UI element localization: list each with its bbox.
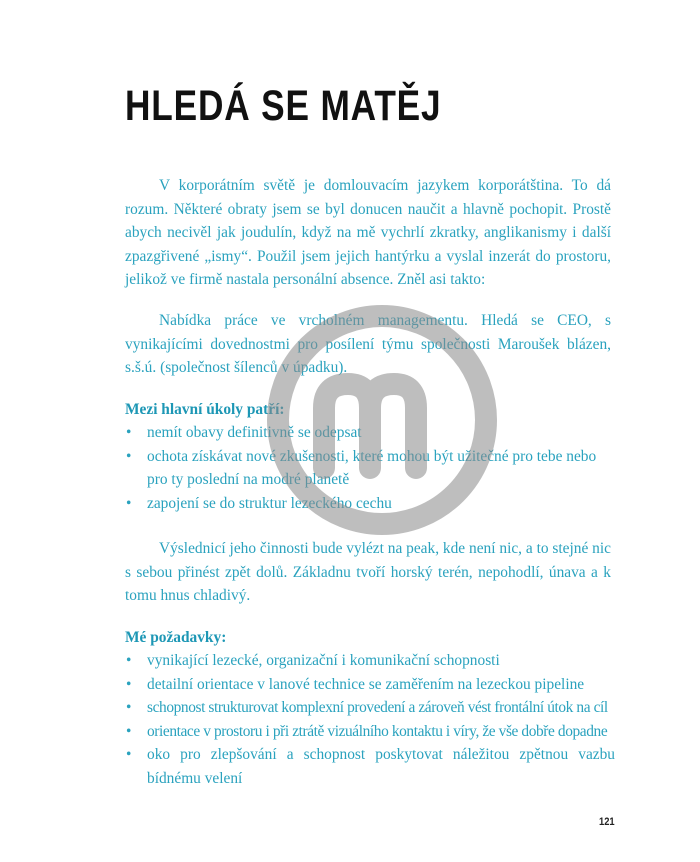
duties-list bbox=[125, 421, 615, 515]
page-number: 121 bbox=[599, 816, 615, 828]
bullet-icon: • bbox=[126, 675, 132, 693]
bullet-icon: • bbox=[126, 424, 132, 441]
bullet-icon: • bbox=[126, 494, 132, 512]
list-item: • detailní orientace v lanové technice se zaměřením na lezeckou pipeline bbox=[125, 673, 615, 697]
bullet-icon: • bbox=[126, 447, 132, 465]
list-item: • oko pro zlepšování a schopnost poskytovat náležitou zpětnou vazbu bídnému velení bbox=[125, 743, 615, 790]
list-item: • nemít obavy definitivně se odepsat bbox=[125, 421, 615, 445]
requirements-heading: Mé požadavky: bbox=[125, 629, 227, 646]
list-item: • ochota získávat nové zkušenosti, které mohou být užitečné pro tebe nebo pro ty poslední na modré planetě bbox=[125, 445, 615, 492]
bullet-icon: • bbox=[126, 746, 132, 763]
bullet-icon: • bbox=[126, 652, 132, 669]
offer-paragraph: Nabídka práce ve vrcholném managementu. Hledá se CEO, s vynikajícími dovednostmi pro posílení týmu společnosti Maroušek blázen, s.š.ú. (společnost šílenců v úpadku). bbox=[125, 312, 611, 376]
list-item: • schopnost strukturovat komplexní provedení a zároveň vést frontální útok na cíl bbox=[125, 696, 615, 720]
list-item: • orientace v prostoru i při ztrátě vizuálního kontaktu i víry, že vše dobře dopadne bbox=[125, 720, 615, 744]
duties-heading: Mezi hlavní úkoly patří: bbox=[125, 401, 285, 418]
bullet-icon: • bbox=[126, 699, 131, 716]
requirements-list bbox=[125, 649, 615, 790]
list-item: • zapojení se do struktur lezeckého cechu bbox=[125, 492, 615, 516]
list-item: • vynikající lezecké, organizační i komunikační schopnosti bbox=[125, 649, 615, 673]
intro-paragraph: V korporátním světě je domlouvacím jazykem korporátština. To dá rozum. Některé obraty jsem se byl donucen naučit a hlavně pochopit. Prostě abych necivěl jak joudulín, když na mě vychrlí zkratky, anglikanismy i další zpazgřivené „ismy“. Použil jsem jejich hantýrku a vyslal inzerát do prostoru, jelikož ve firmě nastala personální absence. Zněl asi takto: bbox=[125, 177, 611, 288]
bullet-icon: • bbox=[126, 722, 131, 740]
page-title: HLEDÁ SE MATĚJ bbox=[125, 82, 442, 130]
result-paragraph: Výslednicí jeho činnosti bude vylézt na peak, kde není nic, a to stejné nic s sebou přinést zpět dolů. Základnu tvoří horský terén, nepohodlí, únava a k tomu hnus chladivý. bbox=[125, 540, 611, 604]
